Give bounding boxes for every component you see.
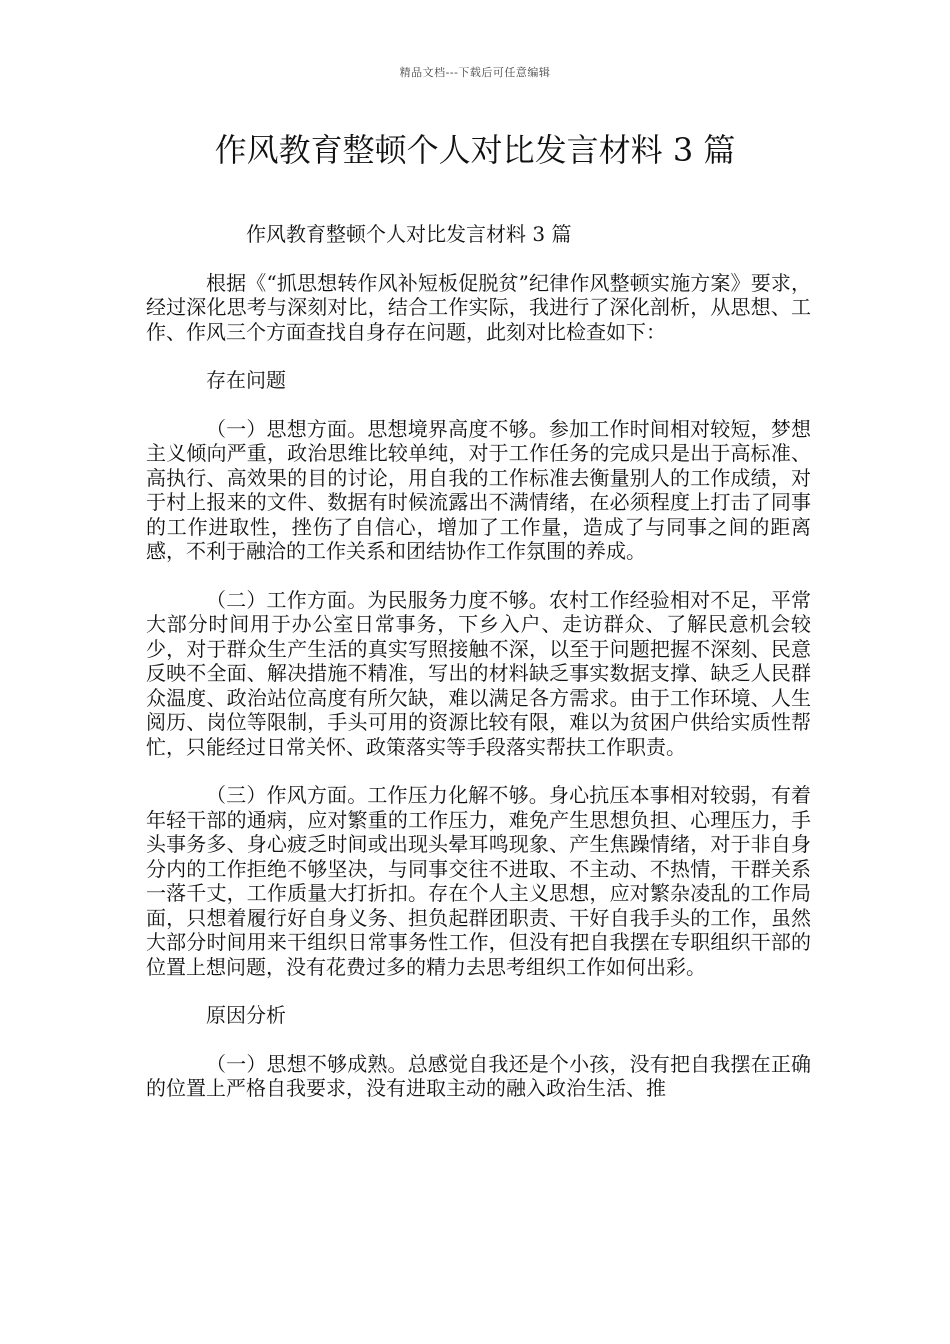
document-body — [146, 222, 811, 1125]
document-title: 作风教育整顿个人对比发言材料 3 篇 — [214, 131, 736, 169]
problem-paragraph-3: （三）作风方面。工作压力化解不够。身心抗压本事相对较弱，有着年轻干部的通病，应对繁重的工作压力，难免产生思想负担、心理压力，手头事务多、身心疲乏时间或出现头晕耳鸣现象、产生焦躁情绪，对于非自身分内的工作拒绝不够坚决，与同事交往不进取、不主动、不热情，干群关系一落千丈，工作质量大打折扣。存在个人主义思想，应对繁杂凌乱的工作局面，只想着履行好自身义务、担负起群团职责、干好自我手头的工作，虽然大部分时间用来干组织日常事务性工作，但没有把自我摆在专职组织干部的位置上想问题，没有花费过多的精力去思考组织工作如何出彩。 — [146, 783, 811, 979]
problem-paragraph-1: （一）思想方面。思想境界高度不够。参加工作时间相对较短，梦想主义倾向严重，政治思维比较单纯，对于工作任务的完成只是出于高标准、高执行、高效果的目的讨论，用自我的工作标准去衡量别人的工作成绩，对于村上报来的文件、数据有时候流露出不满情绪，在必须程度上打击了同事的工作进取性，挫伤了自信心，增加了工作量，造成了与同事之间的距离感，不利于融洽的工作关系和团结协作工作氛围的养成。 — [146, 416, 811, 563]
cause-paragraph-1: （一）思想不够成熟。总感觉自我还是个小孩，没有把自我摆在正确的位置上严格自我要求，没有进取主动的融入政治生活、推 — [146, 1051, 811, 1100]
document-subtitle: 作风教育整顿个人对比发言材料 3 篇 — [246, 222, 572, 246]
header-note: 精品文档---下载后可任意编辑 — [399, 66, 551, 79]
intro-paragraph: 根据《“抓思想转作风补短板促脱贫”纪律作风整顿实施方案》要求，经过深化思考与深刻对比，结合工作实际，我进行了深化剖析，从思想、工作、作风三个方面查找自身存在问题，此刻对比检查如下： — [146, 270, 811, 344]
section-heading-causes: 原因分析 — [206, 1003, 286, 1027]
problem-paragraph-2: （二）工作方面。为民服务力度不够。农村工作经验相对不足，平常大部分时间用于办公室日常事务，下乡入户、走访群众、了解民意机会较少，对于群众生产生活的真实写照接触不深，以至于问题把握不深刻、民意反映不全面、解决措施不精准，写出的材料缺乏事实数据支撑、缺乏人民群众温度、政治站位高度有所欠缺，难以满足各方需求。由于工作环境、人生阅历、岗位等限制，手头可用的资源比较有限，难以为贫困户供给实质性帮忙，只能经过日常关怀、政策落实等手段落实帮扶工作职责。 — [146, 587, 811, 759]
section-heading-problems: 存在问题 — [206, 368, 286, 392]
